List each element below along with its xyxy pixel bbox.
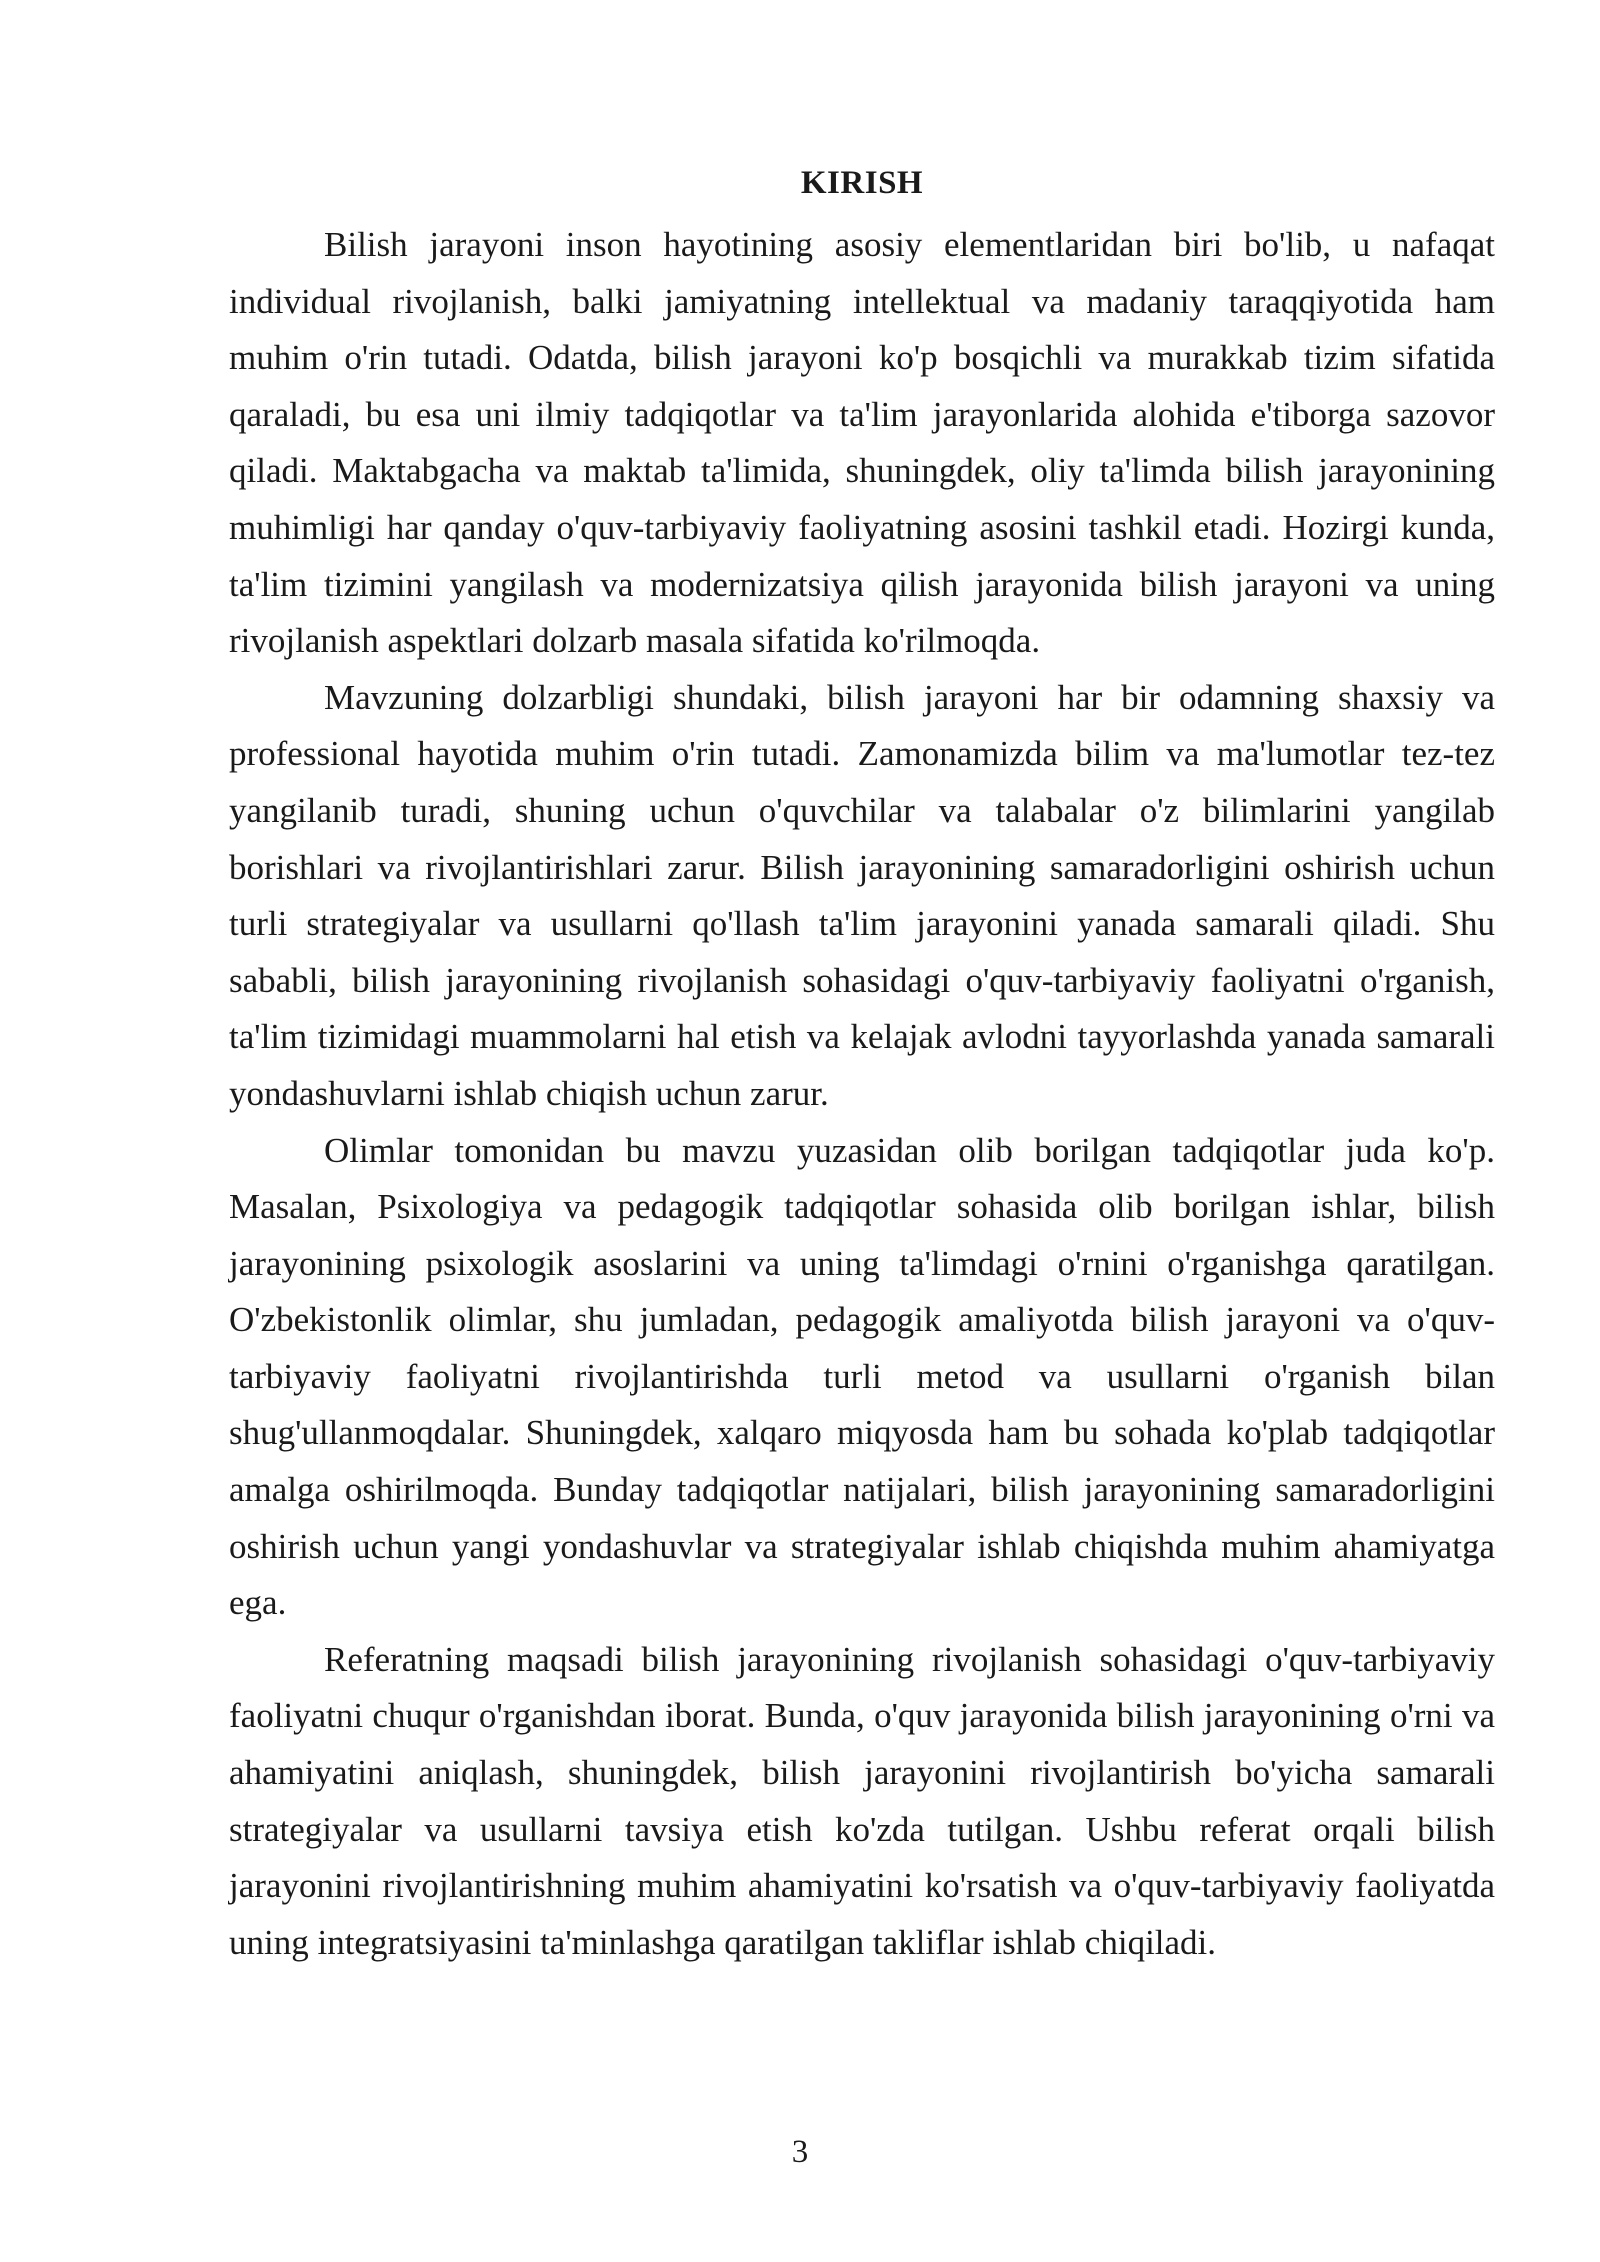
- page-number: 3: [791, 2134, 809, 2170]
- page-content: [229, 163, 1495, 1971]
- paragraph-4: Referatning maqsadi bilish jarayonining rivojlanish sohasidagi o'quv-tarbiyaviy faoliyatni chuqur o'rganishdan iborat. Bunda, o'quv jarayonida bilish jarayonining o'rni va ahamiyatini aniqlash, shuningdek, bilish jarayonini rivojlantirish bo'yicha samarali strategiyalar va usullarni tavsiya etish ko'zda tutilgan. Ushbu referat orqali bilish jarayonini rivojlantirishning muhim ahamiyatini ko'rsatish va o'quv-tarbiyaviy faoliyatda uning integratsiyasini ta'minlashga qaratilgan takliflar ishlab chiqiladi.: [229, 1639, 1495, 1962]
- page-title: KIRISH: [800, 165, 924, 201]
- paragraph-2: Mavzuning dolzarbligi shundaki, bilish jarayoni har bir odamning shaxsiy va professional hayotida muhim o'rin tutadi. Zamonamizda bilim va ma'lumotlar tez-tez yangilanib turadi, shuning uchun o'quvchilar va talabalar o'z bilimlarini yangilab borishlari va rivojlantirishlari zarur. Bilish jarayonining samaradorligini oshirish uchun turli strategiyalar va usullarni qo'llash ta'lim jarayonini yanada samarali qiladi. Shu sababli, bilish jarayonining rivojlanish sohasidagi o'quv-tarbiyaviy faoliyatni o'rganish, ta'lim tizimidagi muammolarni hal etish va kelajak avlodni tayyorlashda yanada samarali yondashuvlarni ishlab chiqish uchun zarur.: [229, 677, 1495, 1113]
- paragraph-3: Olimlar tomonidan bu mavzu yuzasidan olib borilgan tadqiqotlar juda ko'p. Masalan, Psixologiya va pedagogik tadqiqotlar sohasida olib borilgan ishlar, bilish jarayonining psixologik asoslarini va uning ta'limdagi o'rnini o'rganishga qaratilgan. O'zbekistonlik olimlar, shu jumladan, pedagogik amaliyotda bilish jarayoni va o'quv-tarbiyaviy faoliyatni rivojlantirishda turli metod va usullarni o'rganish bilan shug'ullanmoqdalar. Shuningdek, xalqaro miqyosda ham bu sohada ko'plab tadqiqotlar amalga oshirilmoqda. Bunday tadqiqotlar natijalari, bilish jarayonining samaradorligini oshirish uchun yangi yondashuvlar va strategiyalar ishlab chiqishda muhim ahamiyatga ega.: [229, 1130, 1495, 1623]
- paragraph-1: Bilish jarayoni inson hayotining asosiy elementlaridan biri bo'lib, u nafaqat individual rivojlanish, balki jamiyatning intellektual va madaniy taraqqiyotida ham muhim o'rin tutadi. Odatda, bilish jarayoni ko'p bosqichli va murakkab tizim sifatida qaraladi, bu esa uni ilmiy tadqiqotlar va ta'lim jarayonlarida alohida e'tiborga sazovor qiladi. Maktabgacha va maktab ta'limida, shuningdek, oliy ta'limda bilish jarayonining muhimligi har qanday o'quv-tarbiyaviy faoliyatning asosini tashkil etadi. Hozirgi kunda, ta'lim tizimini yangilash va modernizatsiya qilish jarayonida bilish jarayoni va uning rivojlanish aspektlari dolzarb masala sifatida ko'rilmoqda.: [229, 225, 1495, 661]
